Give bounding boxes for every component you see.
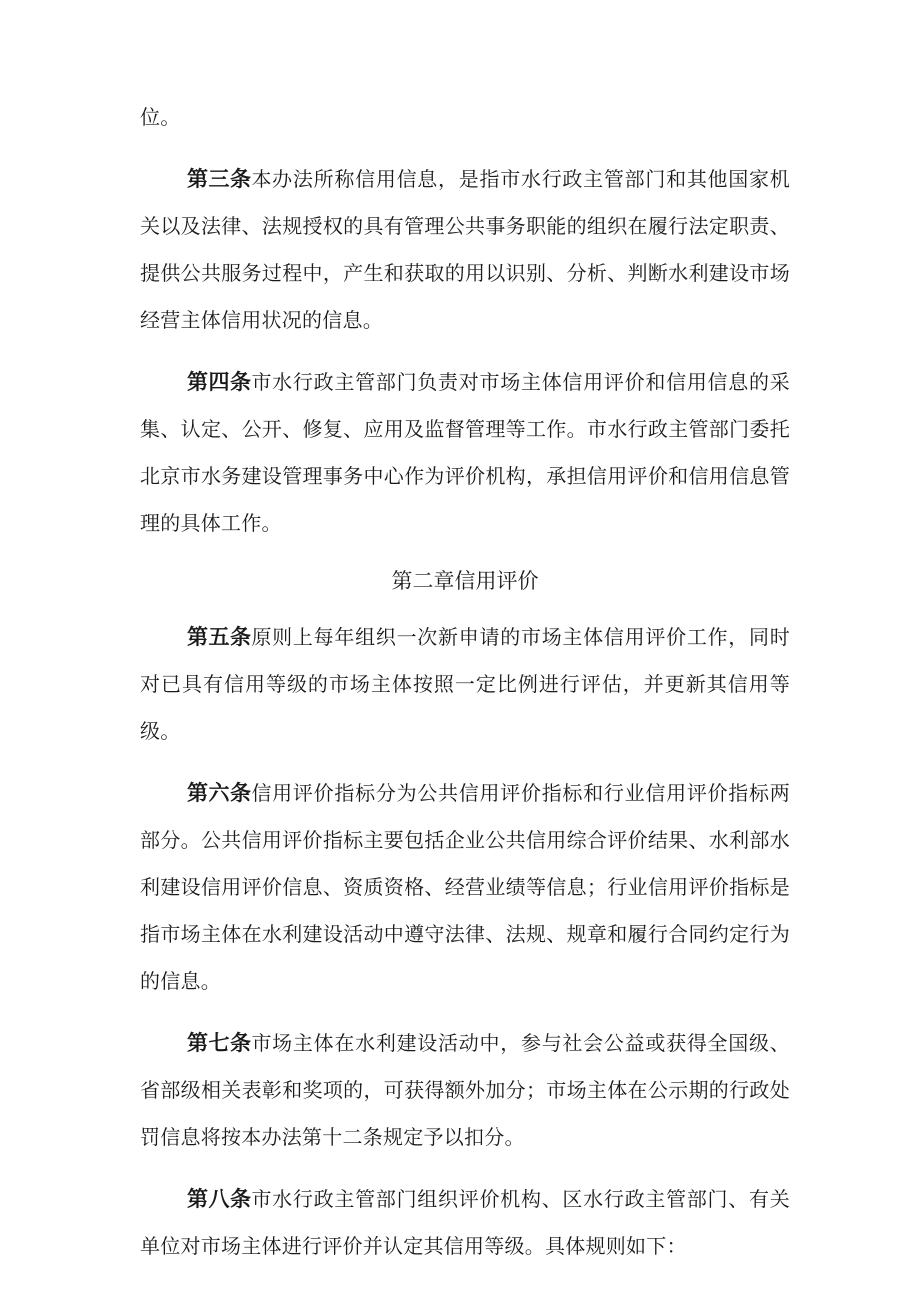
article-text: 原则上每年组织一次新申请的市场主体信用评价工作，同时对已具有信用等级的市场主体按照一定比例进行评估，并更新其信用等级。 bbox=[140, 625, 791, 743]
article-7 bbox=[140, 1020, 790, 1161]
article-label: 第四条 bbox=[187, 370, 252, 394]
article-4 bbox=[140, 359, 790, 547]
article-label: 第三条 bbox=[187, 167, 252, 191]
article-text: 市水行政主管部门负责对市场主体信用评价和信用信息的采集、认定、公开、修复、应用及监督管理等工作。市水行政主管部门委托北京市水务建设管理事务中心作为评价机构，承担信用评价和信用信息管理的具体工作。 bbox=[140, 370, 791, 535]
document-body bbox=[140, 94, 790, 1285]
article-label: 第八条 bbox=[187, 1187, 252, 1211]
article-text: 市场主体在水利建设活动中，参与社会公益或获得全国级、省部级相关表彰和奖项的，可获得额外加分；市场主体在公示期的行政处罚信息将按本办法第十二条规定予以扣分。 bbox=[140, 1031, 791, 1149]
article-3 bbox=[140, 156, 790, 344]
article-6 bbox=[140, 770, 790, 1005]
article-text: 本办法所称信用信息，是指市水行政主管部门和其他国家机关以及法律、法规授权的具有管理公共事务职能的组织在履行法定职责、提供公共服务过程中，产生和获取的用以识别、分析、判断水利建设市场经营主体信用状况的信息。 bbox=[140, 167, 791, 332]
continuation-text: 位。 bbox=[140, 105, 181, 129]
article-8 bbox=[140, 1176, 790, 1270]
article-5 bbox=[140, 614, 790, 755]
article-text: 市水行政主管部门组织评价机构、区水行政主管部门、有关单位对市场主体进行评价并认定其信用等级。具体规则如下： bbox=[140, 1187, 791, 1258]
article-label: 第七条 bbox=[187, 1031, 252, 1055]
article-label: 第五条 bbox=[187, 625, 252, 649]
chapter-heading: 第二章信用评价 bbox=[391, 569, 539, 593]
article-text: 信用评价指标分为公共信用评价指标和行业信用评价指标两部分。公共信用评价指标主要包括企业公共信用综合评价结果、水利部水利建设信用评价信息、资质资格、经营业绩等信息；行业信用评价指标是指市场主体在水利建设活动中遵守法律、法规、规章和履行合同约定行为的信息。 bbox=[140, 781, 791, 993]
article-label: 第六条 bbox=[187, 781, 252, 805]
